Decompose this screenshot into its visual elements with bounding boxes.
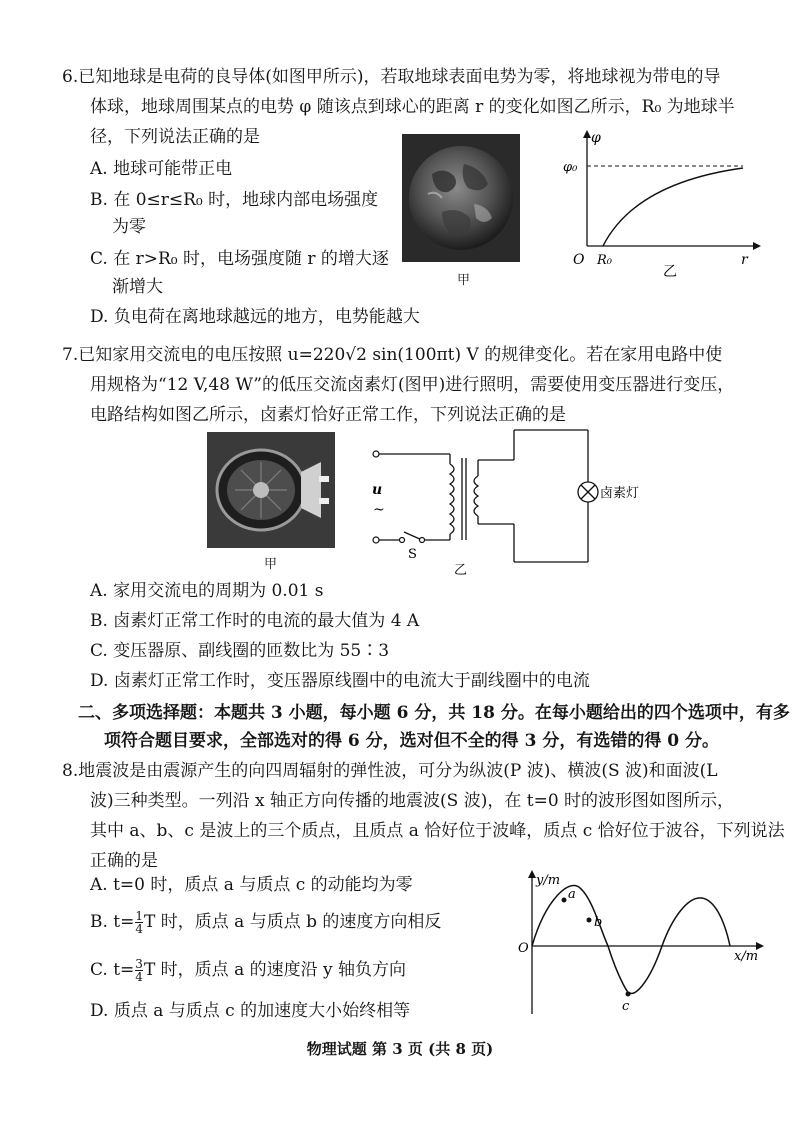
- waveform-curve: [532, 885, 730, 993]
- fraction-denominator: 4: [135, 922, 144, 936]
- q6-option-c-line2: 渐增大: [112, 277, 163, 297]
- earth-photo: [402, 134, 520, 262]
- voltage-label: u: [372, 482, 383, 498]
- section2-heading-line2: 项符合题目要求，全部选对的得 6 分，选对但不全的得 3 分，有选错的得 0 分。: [104, 731, 719, 751]
- fraction-numerator: 1: [135, 909, 144, 923]
- wave-y-label: y/m: [536, 873, 561, 888]
- potential-graph: [555, 128, 765, 288]
- y-axis-arrow: [528, 870, 536, 878]
- switch-label: S: [408, 547, 417, 562]
- q8-option-b-prefix: B. t=: [90, 912, 135, 932]
- section2-heading-line1: 二、多项选择题：本题共 3 小题，每小题 6 分，共 18 分。在每小题给出的四个选项中，有多: [78, 703, 790, 723]
- transformer-circuit: [362, 428, 640, 578]
- fraction-three-quarters: [135, 958, 143, 983]
- circuit-caption: 乙: [454, 563, 468, 578]
- q6-option-d: D. 负电荷在离地球越远的地方，电势能越大: [90, 307, 420, 327]
- wave-x-label: x/m: [734, 949, 759, 964]
- graph-caption: 乙: [663, 264, 677, 280]
- q8-stem-line3: 其中 a、b、c 是波上的三个质点，且质点 a 恰好位于波峰，质点 c 恰好位于波谷，下列说法: [90, 821, 785, 841]
- q7-fig-jia-label: 甲: [264, 557, 278, 572]
- q8-option-a: A. t=0 时，质点 a 与质点 c 的动能均为零: [90, 875, 413, 895]
- particle-c-label: c: [622, 999, 630, 1014]
- q6-fig-jia-label: 甲: [457, 273, 471, 288]
- input-terminal-bottom: [373, 537, 379, 543]
- q8-option-b: [90, 910, 441, 935]
- switch-contact: [400, 538, 405, 543]
- q8-option-c-suffix: T 时，质点 a 的速度沿 y 轴负方向: [143, 960, 407, 980]
- fraction-denominator: 4: [135, 970, 143, 984]
- r0-label: R₀: [597, 253, 612, 268]
- q6-stem-line3: 径，下列说法正确的是: [90, 127, 260, 147]
- q8-option-b-suffix: T 时，质点 a 与质点 b 的速度方向相反: [144, 912, 442, 932]
- q7-stem-line3: 电路结构如图乙所示，卤素灯恰好正常工作，下列说法正确的是: [90, 405, 566, 425]
- q7-option-b: B. 卤素灯正常工作时的电流的最大值为 4 A: [90, 611, 420, 631]
- particle-b: [587, 918, 592, 923]
- q7-stem-line1: 7.已知家用交流电的电压按照 u=220√2 sin(100πt) V 的规律变化。若在家用电路中使: [62, 345, 723, 365]
- origin-label: O: [573, 252, 585, 268]
- particle-c: [626, 992, 631, 997]
- x-axis-arrow: [753, 242, 761, 250]
- switch-pivot: [420, 538, 425, 543]
- fraction-numerator: 3: [135, 957, 143, 971]
- fraction-one-quarter: [135, 910, 143, 935]
- q6-stem-line1: 6.已知地球是电荷的良导体(如图甲所示)，若取地球表面电势为零，将地球视为带电的导: [62, 67, 721, 87]
- q8-option-c: [90, 958, 406, 983]
- phi0-label: φ₀: [563, 160, 578, 175]
- q6-option-c-line1: C. 在 r>R₀ 时，电场强度随 r 的增大逐: [90, 249, 389, 269]
- q8-option-d: D. 质点 a 与质点 c 的加速度大小始终相等: [90, 1001, 411, 1021]
- q6-option-a: A. 地球可能带正电: [90, 159, 233, 179]
- y-axis-arrow: [583, 130, 591, 138]
- wave-origin-label: O: [518, 941, 529, 956]
- particle-a-label: a: [568, 887, 576, 902]
- particle-b-label: b: [594, 915, 603, 930]
- q8-stem-line4: 正确的是: [90, 851, 158, 871]
- wave-graph: [512, 868, 772, 1018]
- q8-stem-line2: 波)三种类型。一列沿 x 轴正方向传播的地震波(S 波)，在 t=0 时的波形图如图所示，: [90, 791, 735, 811]
- lamp-label: 卤素灯: [600, 486, 640, 501]
- potential-curve: [603, 168, 743, 246]
- q8-stem-line1: 8.地震波是由震源产生的向四周辐射的弹性波，可分为纵波(P 波)、横波(S 波)和面波(L: [62, 761, 718, 781]
- q6-option-b-line2: 为零: [112, 217, 146, 237]
- q6-stem-line2: 体球，地球周围某点的电势 φ 随该点到球心的距离 r 的变化如图乙所示，R₀ 为地球半: [90, 97, 735, 117]
- page-footer: 物理试题 第 3 页 (共 8 页): [306, 1040, 494, 1058]
- q7-option-c: C. 变压器原、副线圈的匝数比为 55∶3: [90, 641, 390, 661]
- q7-stem-line2: 用规格为“12 V,48 W”的低压交流卤素灯(图甲)进行照明，需要使用变压器进行变压，: [90, 375, 735, 395]
- q8-option-c-prefix: C. t=: [90, 960, 135, 980]
- q7-option-a: A. 家用交流电的周期为 0.01 s: [90, 581, 324, 601]
- y-axis-label: φ: [591, 130, 601, 146]
- x-axis-label: r: [741, 252, 748, 268]
- halogen-lamp-photo: [207, 432, 335, 548]
- ac-symbol: ~: [373, 502, 385, 518]
- particle-a: [562, 898, 567, 903]
- input-terminal-top: [373, 451, 379, 457]
- q6-option-b-line1: B. 在 0≤r≤R₀ 时，地球内部电场强度: [90, 190, 379, 210]
- q7-option-d: D. 卤素灯正常工作时，变压器原线圈中的电流大于副线圈中的电流: [90, 671, 590, 691]
